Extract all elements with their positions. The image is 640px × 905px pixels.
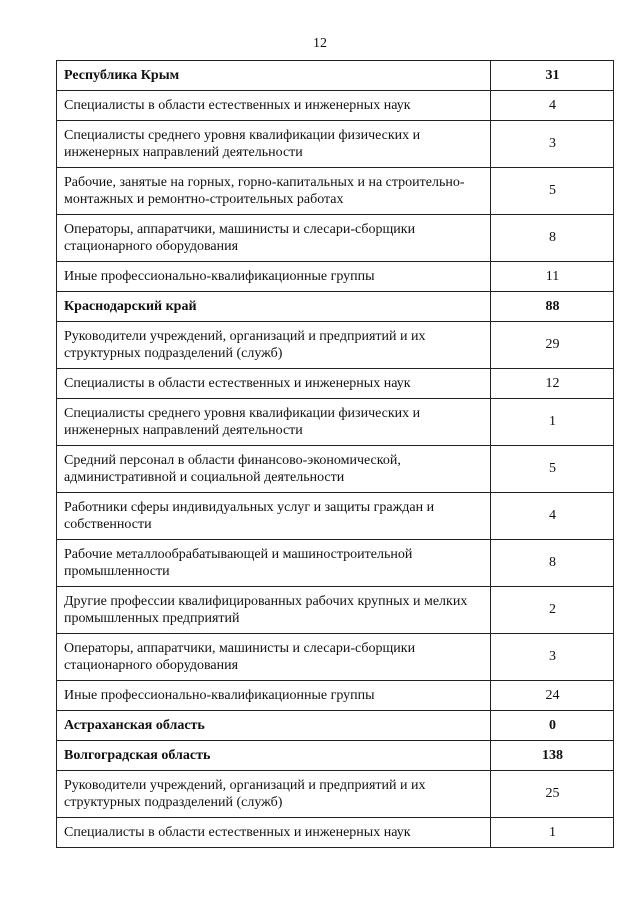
statistics-table (56, 60, 614, 848)
group-label: Операторы, аппаратчики, машинисты и слесари-сборщики стационарного оборудования (57, 215, 491, 262)
group-count: 29 (491, 322, 614, 369)
table-body (57, 61, 614, 848)
table-row (57, 322, 614, 369)
table-row (57, 493, 614, 540)
table-row (57, 369, 614, 399)
group-count: 2 (491, 587, 614, 634)
group-count: 3 (491, 121, 614, 168)
group-count: 11 (491, 262, 614, 292)
group-label: Руководители учреждений, организаций и предприятий и их структурных подразделений (служб) (57, 322, 491, 369)
group-count: 25 (491, 771, 614, 818)
region-row (57, 292, 614, 322)
table-row (57, 399, 614, 446)
region-name: Республика Крым (57, 61, 491, 91)
group-count: 8 (491, 215, 614, 262)
group-label: Работники сферы индивидуальных услуг и защиты граждан и собственности (57, 493, 491, 540)
page-number: 12 (313, 36, 327, 51)
table-row (57, 215, 614, 262)
region-total: 0 (491, 711, 614, 741)
table-row (57, 168, 614, 215)
table-row (57, 540, 614, 587)
table-row (57, 681, 614, 711)
table-row (57, 634, 614, 681)
group-label: Рабочие металлообрабатывающей и машиностроительной промышленности (57, 540, 491, 587)
group-label: Специалисты среднего уровня квалификации физических и инженерных направлений деятельности (57, 121, 491, 168)
group-label: Другие профессии квалифицированных рабочих крупных и мелких промышленных предприятий (57, 587, 491, 634)
group-label: Специалисты среднего уровня квалификации физических и инженерных направлений деятельности (57, 399, 491, 446)
region-row (57, 741, 614, 771)
group-label: Специалисты в области естественных и инженерных наук (57, 91, 491, 121)
group-count: 5 (491, 168, 614, 215)
group-count: 1 (491, 399, 614, 446)
table-row (57, 91, 614, 121)
group-count: 1 (491, 818, 614, 848)
region-row (57, 711, 614, 741)
group-count: 3 (491, 634, 614, 681)
table-row (57, 771, 614, 818)
table-row (57, 262, 614, 292)
region-name: Краснодарский край (57, 292, 491, 322)
table-row (57, 587, 614, 634)
group-label: Рабочие, занятые на горных, горно-капитальных и на строительно-монтажных и ремонтно-строительных работах (57, 168, 491, 215)
group-label: Иные профессионально-квалификационные группы (57, 262, 491, 292)
group-label: Операторы, аппаратчики, машинисты и слесари-сборщики стационарного оборудования (57, 634, 491, 681)
region-total: 88 (491, 292, 614, 322)
table-row (57, 446, 614, 493)
group-label: Руководители учреждений, организаций и предприятий и их структурных подразделений (служб) (57, 771, 491, 818)
table-row (57, 818, 614, 848)
group-count: 12 (491, 369, 614, 399)
group-label: Иные профессионально-квалификационные группы (57, 681, 491, 711)
region-name: Астраханская область (57, 711, 491, 741)
table-row (57, 121, 614, 168)
group-label: Специалисты в области естественных и инженерных наук (57, 818, 491, 848)
group-label: Средний персонал в области финансово-экономической, административной и социальной деятельности (57, 446, 491, 493)
group-label: Специалисты в области естественных и инженерных наук (57, 369, 491, 399)
region-total: 31 (491, 61, 614, 91)
group-count: 4 (491, 493, 614, 540)
group-count: 4 (491, 91, 614, 121)
group-count: 24 (491, 681, 614, 711)
group-count: 5 (491, 446, 614, 493)
region-row (57, 61, 614, 91)
group-count: 8 (491, 540, 614, 587)
region-name: Волгоградская область (57, 741, 491, 771)
region-total: 138 (491, 741, 614, 771)
